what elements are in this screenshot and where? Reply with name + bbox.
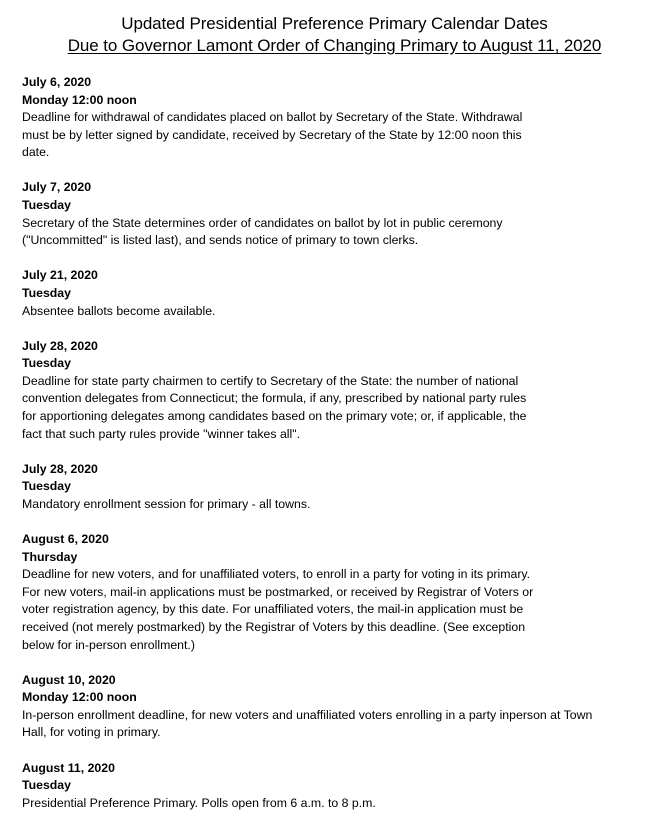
description-line: fact that such party rules provide "winner takes all". (22, 426, 301, 441)
entry-description (22, 496, 622, 514)
description-line: below for in-person enrollment.) (22, 637, 195, 652)
description-line: Deadline for withdrawal of candidates placed on ballot by Secretary of the State. Withdrawal (22, 110, 523, 125)
entry-date: August 10, 2020 (22, 672, 116, 687)
description-line: Deadline for state party chairmen to certify to Secretary of the State: the number of national (22, 373, 519, 388)
entry-date: July 28, 2020 (22, 338, 98, 353)
entry-day: Monday 12:00 noon (22, 690, 137, 705)
entry-day: Tuesday (22, 479, 71, 494)
description-line: Secretary of the State determines order of candidates on ballot by lot in public ceremony (22, 215, 503, 230)
entry-day: Tuesday (22, 356, 71, 371)
description-line: Hall, for voting in primary. (22, 725, 161, 740)
description-line: voter registration agency, by this date. For unaffiliated voters, the mail-in application must be (22, 602, 524, 617)
description-line: For new voters, mail-in applications must be postmarked, or received by Registrar of Voters or (22, 584, 534, 599)
description-line: Absentee ballots become available. (22, 303, 216, 318)
entry-day: Tuesday (22, 285, 71, 300)
description-line: received (not merely postmarked) by the Registrar of Voters by this deadline. (See exception (22, 619, 526, 634)
entry-date: July 6, 2020 (22, 75, 92, 89)
entry-date: August 6, 2020 (22, 531, 109, 546)
page-subtitle: Due to Governor Lamont Order of Changing Primary to August 11, 2020 (67, 36, 602, 55)
calendar-entry (22, 267, 622, 320)
calendar-entry (22, 179, 622, 249)
entry-description (22, 373, 622, 443)
entry-date: July 28, 2020 (22, 461, 98, 476)
description-line: must be by letter signed by candidate, received by Secretary of the State by 12:00 noon this (22, 127, 522, 142)
description-line: Mandatory enrollment session for primary - all towns. (22, 496, 311, 511)
entry-description (22, 215, 622, 250)
entry-description (22, 303, 622, 321)
entry-date: July 7, 2020 (22, 180, 92, 195)
calendar-entries (22, 74, 622, 830)
entry-date: August 11, 2020 (22, 760, 115, 775)
calendar-entry (22, 531, 622, 654)
description-line: for apportioning delegates among candidates based on the primary vote; or, if applicable, the (22, 409, 527, 423)
calendar-entry (22, 672, 622, 742)
description-line: Deadline for new voters, and for unaffiliated voters, to enroll in a party for voting in its primary. (22, 567, 531, 582)
entry-day: Thursday (22, 549, 78, 564)
description-line: Presidential Preference Primary. Polls open from 6 a.m. to 8 p.m. (22, 795, 376, 810)
description-line: In-person enrollment deadline, for new voters and unaffiliated voters enrolling in a party inperson at Town (22, 707, 593, 722)
entry-date: July 21, 2020 (22, 268, 98, 283)
entry-day: Monday 12:00 noon (22, 92, 137, 107)
entry-day: Tuesday (22, 198, 71, 213)
description-line: convention delegates from Connecticut; the formula, if any, prescribed by national party rules (22, 391, 527, 406)
entry-description (22, 707, 622, 742)
description-line: ("Uncommitted" is listed last), and sends notice of primary to town clerks. (22, 233, 419, 248)
entry-description (22, 566, 622, 654)
calendar-entry (22, 461, 622, 514)
entry-day: Tuesday (22, 778, 71, 793)
calendar-entry (22, 760, 622, 813)
page-title: Updated Presidential Preference Primary Calendar Dates (121, 14, 548, 33)
entry-description (22, 795, 622, 813)
calendar-entry (22, 338, 622, 444)
description-line: date. (22, 145, 50, 160)
entry-description (22, 109, 622, 162)
calendar-entry (22, 74, 622, 162)
